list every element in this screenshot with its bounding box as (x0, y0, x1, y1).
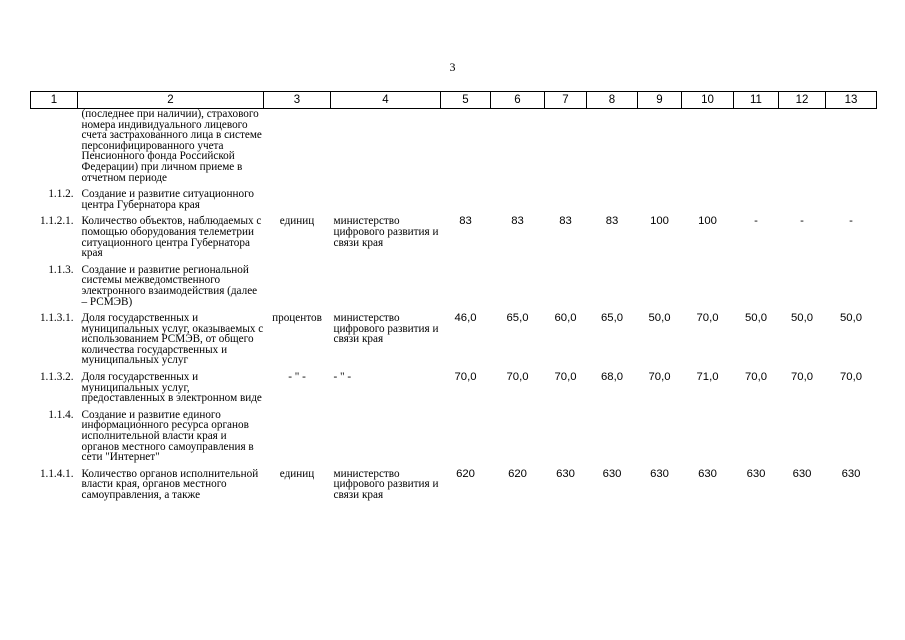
value-cell: 60,0 (554, 312, 577, 325)
value-cell: 50,0 (840, 312, 862, 325)
row-number (31, 109, 78, 184)
value-cell: 100 (698, 215, 717, 228)
value-cell (587, 259, 638, 307)
value-cell (638, 109, 682, 184)
unit-cell: единиц (279, 467, 315, 480)
indicator-name: Создание и развитие ситуационного центра Губернатора края (81, 188, 254, 211)
header-cell: 8 (587, 92, 638, 109)
value-cell: 50,0 (648, 312, 671, 325)
header-cell: 6 (491, 92, 545, 109)
value-cell (779, 183, 826, 210)
value-cell (779, 109, 826, 184)
table-row (31, 366, 877, 404)
header-cell: 2 (78, 92, 264, 109)
indicator-name: Создание и развитие региональной системы межведомственного электронного взаимодействия (далее – РСМЭВ) (81, 263, 258, 308)
header-row (31, 92, 877, 109)
indicator-name: Количество объектов, наблюдаемых с помощью оборудования телеметрии ситуационного центра Губернатора края (81, 215, 262, 260)
value-cell (587, 183, 638, 210)
responsible-cell (331, 404, 441, 463)
value-cell: 68,0 (601, 371, 623, 384)
indicator-name: Доля государственных и муниципальных услуг, предоставленных в электронном виде (81, 371, 262, 405)
unit-cell (264, 259, 331, 307)
header-cell: 9 (638, 92, 682, 109)
value-cell (682, 183, 734, 210)
row-number: 1.1.3. (48, 263, 74, 276)
value-cell (826, 259, 877, 307)
responsible-cell: - " - (333, 371, 352, 384)
header-cell: 4 (331, 92, 441, 109)
value-cell (441, 259, 491, 307)
value-cell (587, 109, 638, 184)
responsible-cell: министерство цифрового развития и связи края (333, 215, 439, 249)
value-cell: 630 (650, 467, 669, 480)
value-cell: 70,0 (745, 371, 767, 384)
value-cell: 70,0 (506, 371, 529, 384)
value-cell (638, 404, 682, 463)
header-cell: 13 (826, 92, 877, 109)
responsible-cell: министерство цифрового развития и связи края (333, 312, 439, 346)
value-cell: - (800, 215, 804, 228)
row-number: 1.1.2. (48, 188, 74, 201)
table-row (31, 210, 877, 258)
table-row (31, 109, 877, 184)
unit-cell (264, 183, 331, 210)
header-cell: 11 (734, 92, 779, 109)
value-cell (734, 404, 779, 463)
indicator-name: (последнее при наличии), страхового номера индивидуального лицевого счета застрахованного лица в системе персонифицированного учета Пенсионного фонда Российской Федерации) при личном приеме в отчетном периоде (81, 108, 262, 184)
unit-cell: единиц (279, 215, 315, 228)
header-cell: 7 (545, 92, 587, 109)
responsible-cell (331, 109, 441, 184)
value-cell: 65,0 (506, 312, 529, 325)
unit-cell: процентов (272, 312, 322, 325)
responsible-cell (331, 259, 441, 307)
value-cell (441, 109, 491, 184)
value-cell: 630 (556, 467, 575, 480)
value-cell: 46,0 (454, 312, 477, 325)
value-cell (682, 404, 734, 463)
value-cell: 100 (650, 215, 669, 228)
indicator-name: Создание и развитие единого информационного ресурса органов исполнительной власти края и органов местного самоуправления в сети "Интернет" (81, 408, 254, 464)
table-row (31, 259, 877, 307)
value-cell (545, 183, 587, 210)
value-cell: 65,0 (601, 312, 623, 325)
table-row (31, 307, 877, 366)
value-cell: 630 (746, 467, 766, 480)
value-cell: 70,0 (648, 371, 671, 384)
value-cell: 71,0 (696, 371, 719, 384)
value-cell: 70,0 (696, 312, 719, 325)
value-cell (491, 404, 545, 463)
indicators-table (30, 91, 877, 501)
value-cell: 70,0 (554, 371, 577, 384)
header-cell: 5 (441, 92, 491, 109)
value-cell (779, 404, 826, 463)
value-cell: - (754, 215, 758, 228)
indicator-name: Доля государственных и муниципальных услуг, оказываемых с использованием РСМЭВ, от общего количества государственных и муниципальных услуг (81, 312, 264, 367)
value-cell (491, 109, 545, 184)
responsible-cell (331, 183, 441, 210)
value-cell: 50,0 (791, 312, 813, 325)
value-cell (441, 404, 491, 463)
value-cell (826, 404, 877, 463)
row-number: 1.1.2.1. (39, 215, 74, 228)
value-cell (734, 109, 779, 184)
row-number: 1.1.3.1. (39, 312, 74, 325)
value-cell: 620 (508, 467, 527, 480)
value-cell: 83 (459, 215, 472, 228)
value-cell (682, 109, 734, 184)
page-number: 3 (449, 60, 456, 74)
value-cell (779, 259, 826, 307)
header-cell: 3 (264, 92, 331, 109)
header-cell: 1 (31, 92, 78, 109)
value-cell: - (849, 215, 853, 228)
row-number: 1.1.4. (48, 408, 74, 421)
value-cell: 50,0 (745, 312, 767, 325)
unit-cell (264, 404, 331, 463)
value-cell: 70,0 (791, 371, 813, 384)
value-cell (734, 259, 779, 307)
value-cell (826, 109, 877, 184)
value-cell: 630 (841, 467, 861, 480)
row-number: 1.1.3.2. (39, 371, 74, 384)
value-cell (491, 183, 545, 210)
value-cell: 83 (511, 215, 524, 228)
responsible-cell: министерство цифрового развития и связи края (333, 467, 439, 501)
value-cell (638, 183, 682, 210)
unit-cell: - " - (288, 371, 306, 384)
value-cell: 630 (698, 467, 717, 480)
value-cell: 620 (456, 467, 475, 480)
value-cell: 83 (559, 215, 572, 228)
value-cell (441, 183, 491, 210)
value-cell: 70,0 (454, 371, 477, 384)
table-row (31, 183, 877, 210)
value-cell (545, 109, 587, 184)
value-cell: 630 (792, 467, 812, 480)
value-cell (491, 259, 545, 307)
value-cell: 83 (605, 215, 619, 228)
unit-cell (264, 109, 331, 184)
value-cell: 70,0 (840, 371, 862, 384)
value-cell (826, 183, 877, 210)
value-cell: 630 (602, 467, 622, 480)
header-cell: 10 (682, 92, 734, 109)
table-row (31, 404, 877, 463)
table-row (31, 463, 877, 501)
header-cell: 12 (779, 92, 826, 109)
value-cell (545, 259, 587, 307)
value-cell (638, 259, 682, 307)
value-cell (734, 183, 779, 210)
value-cell (587, 404, 638, 463)
indicator-name: Количество органов исполнительной власти края, органов местного самоуправления, а также (81, 467, 259, 501)
row-number: 1.1.4.1. (39, 467, 74, 480)
value-cell (545, 404, 587, 463)
value-cell (682, 259, 734, 307)
